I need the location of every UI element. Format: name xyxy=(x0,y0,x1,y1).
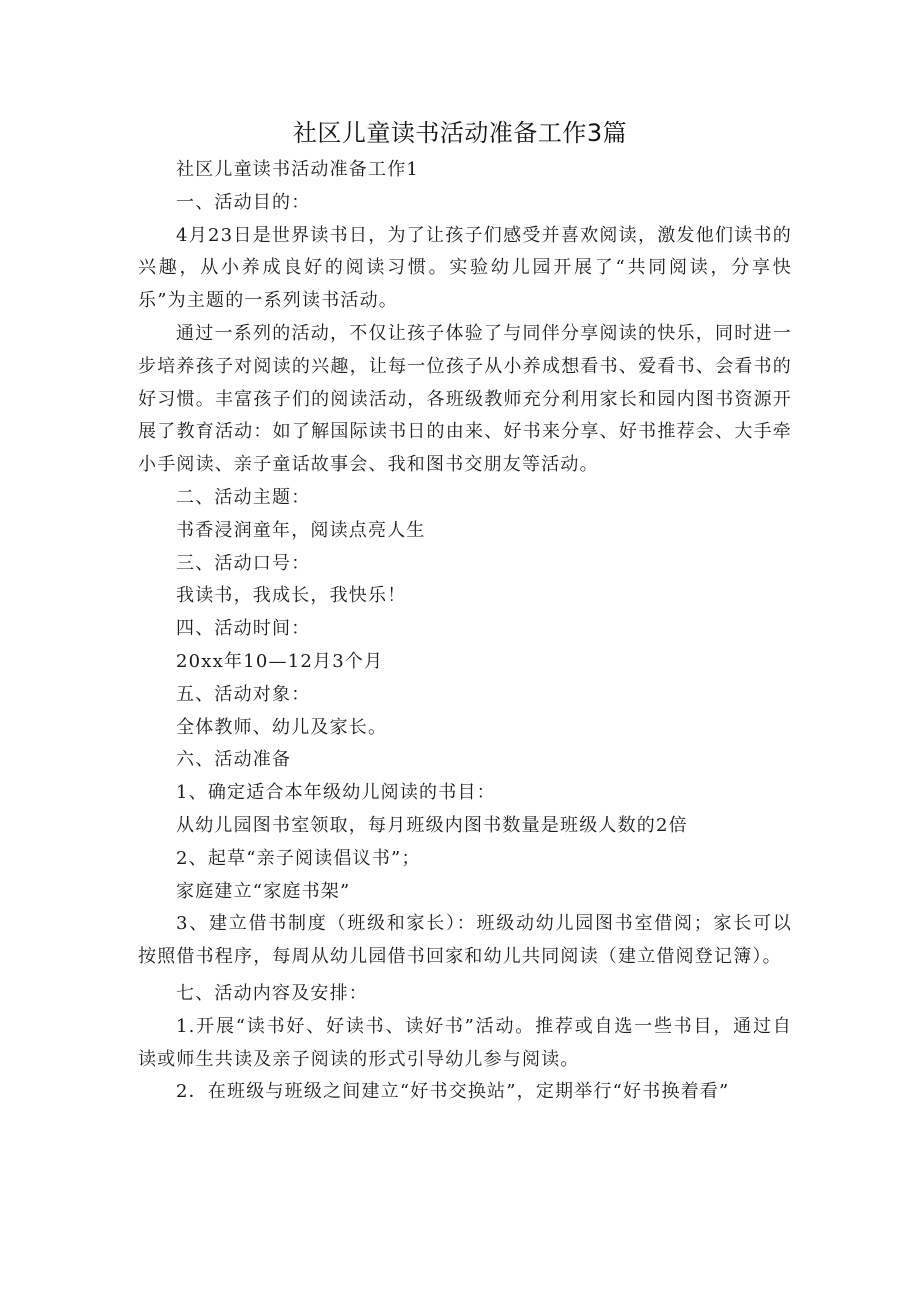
paragraph-prep-2: 2、起草“亲子阅读倡议书”； xyxy=(176,847,421,869)
heading-content: 七、活动内容及安排： xyxy=(176,982,368,1004)
paragraph-prep-2-detail: 家庭建立“家庭书架” xyxy=(176,880,351,902)
paragraph-prep-3: 3、建立借书制度（班级和家长）：班级动幼儿园图书室借阅；家长可以按照借书程序，每周从幼儿园借书回家和幼儿共同阅读（建立借阅登记簿）。 xyxy=(138,913,792,968)
heading-target: 五、活动对象： xyxy=(176,683,311,705)
paragraph-content-1: 1.开展“读书好、好读书、读好书”活动。推荐或自选一些书目，通过自读或师生共读及亲子阅读的形式引导幼儿参与阅读。 xyxy=(138,1015,792,1070)
section-heading: 社区儿童读书活动准备工作1 xyxy=(176,159,420,180)
paragraph-time: 20xx年10—12月3个月 xyxy=(176,650,384,672)
paragraph-prep-1-detail: 从幼儿园图书室领取，每月班级内图书数量是班级人数的2倍 xyxy=(176,814,688,836)
heading-time: 四、活动时间： xyxy=(176,618,311,640)
heading-slogan: 三、活动口号： xyxy=(176,552,311,574)
document-body xyxy=(138,154,792,1109)
heading-purpose: 一、活动目的： xyxy=(176,191,311,213)
paragraph-purpose: 4月23日是世界读书日，为了让孩子们感受并喜欢阅读，激发他们读书的兴趣，从小养成良好的阅读习惯。实验幼儿园开展了“共同阅读，分享快乐”为主题的一系列读书活动。 xyxy=(138,224,793,312)
paragraph-prep-1: 1、确定适合本年级幼儿阅读的书目： xyxy=(176,782,496,804)
paragraph-theme: 书香浸润童年，阅读点亮人生 xyxy=(176,519,426,541)
paragraph-slogan: 我读书，我成长，我快乐！ xyxy=(176,585,407,607)
heading-preparation: 六、活动准备 xyxy=(176,749,292,771)
heading-theme: 二、活动主题： xyxy=(176,486,311,508)
document-title: 社区儿童读书活动准备工作3篇 xyxy=(292,119,628,147)
paragraph-activities: 通过一系列的活动，不仅让孩子体验了与同伴分享阅读的快乐，同时进一步培养孩子对阅读的兴趣，让每一位孩子从小养成想看书、爱看书、会看书的好习惯。丰富孩子们的阅读活动，各班级教师充分利用家长和园内图书资源开展了教育活动：如了解国际读书日的由来、好书来分享、好书推荐会、大手牵小手阅读、亲子童话故事会、我和图书交朋友等活动。 xyxy=(138,322,792,476)
paragraph-content-2: 2．在班级与班级之间建立“好书交换站”，定期举行“好书换着看” xyxy=(176,1081,730,1103)
paragraph-target: 全体教师、幼儿及家长。 xyxy=(176,716,388,738)
